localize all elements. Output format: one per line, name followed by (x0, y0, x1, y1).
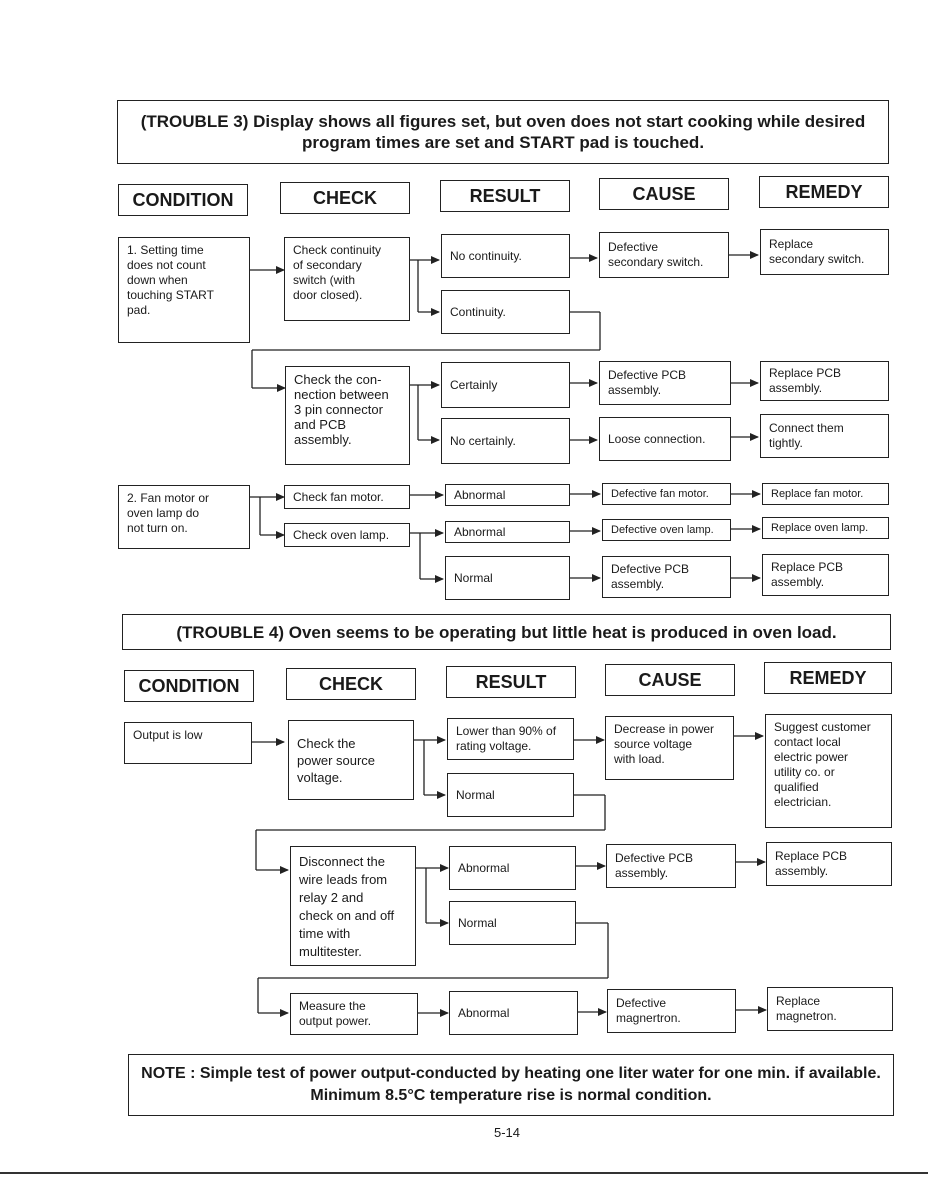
condition-fan-lamp: 2. Fan motor or oven lamp do not turn on. (118, 485, 250, 549)
trouble4-header-result: RESULT (446, 666, 576, 698)
check-power-voltage: Check the power source voltage. (288, 720, 414, 800)
cause-defective-pcb: Defective PCB assembly. (599, 361, 731, 405)
remedy-replace-pcb: Replace PCB assembly. (760, 361, 889, 401)
condition-output-low: Output is low (124, 722, 252, 764)
trouble4-header-check: CHECK (286, 668, 416, 700)
result-abnormal-output: Abnormal (449, 991, 578, 1035)
result-lamp-normal: Normal (445, 556, 570, 600)
trouble3-header-remedy: REMEDY (759, 176, 889, 208)
trouble4-header-cause: CAUSE (605, 664, 735, 696)
condition-setting-time: 1. Setting time does not count down when touching START pad. (118, 237, 250, 343)
trouble3-header-result: RESULT (440, 180, 570, 212)
trouble3-title: (TROUBLE 3) Display shows all figures set, but oven does not start cooking while desired program times are set and START pad is touched. (117, 100, 889, 164)
result-normal-relay: Normal (449, 901, 576, 945)
check-fan-motor: Check fan motor. (284, 485, 410, 509)
trouble4-header-remedy: REMEDY (764, 662, 892, 694)
result-fan-abnormal: Abnormal (445, 484, 570, 506)
result-normal-voltage: Normal (447, 773, 574, 817)
remedy-replace-magnetron: Replace magnetron. (767, 987, 893, 1031)
result-certainly: Certainly (441, 362, 570, 408)
remedy-replace-oven-lamp: Replace oven lamp. (762, 517, 889, 539)
cause-defective-secondary-switch: Defective secondary switch. (599, 232, 729, 278)
check-connection-3pin-pcb: Check the con- nection between 3 pin connector and PCB assembly. (285, 366, 410, 465)
trouble4-header-condition: CONDITION (124, 670, 254, 702)
cause-defective-magnetron: Defective magnertron. (607, 989, 736, 1033)
page-number: 5-14 (494, 1125, 521, 1140)
check-output-power: Measure the output power. (290, 993, 418, 1035)
check-secondary-switch: Check continuity of secondary switch (with door closed). (284, 237, 410, 321)
remedy-connect-tightly: Connect them tightly. (760, 414, 889, 458)
result-continuity: Continuity. (441, 290, 570, 334)
remedy-suggest-customer: Suggest customer contact local electric power utility co. or qualified electrician. (765, 714, 892, 828)
cause-defective-pcb-2: Defective PCB assembly. (602, 556, 731, 598)
bottom-rule (0, 1172, 928, 1174)
check-relay2-multitester: Disconnect the wire leads from relay 2 and check on and off time with multitester. (290, 846, 416, 966)
cause-defective-pcb-t4: Defective PCB assembly. (606, 844, 736, 888)
cause-loose-connection: Loose connection. (599, 417, 731, 461)
result-no-continuity: No continuity. (441, 234, 570, 278)
cause-defective-oven-lamp: Defective oven lamp. (602, 519, 731, 541)
remedy-replace-pcb-2: Replace PCB assembly. (762, 554, 889, 596)
note-box: NOTE : Simple test of power output-conducted by heating one liter water for one min. if available. Minimum 8.5°C temperature rise is normal condition. (128, 1054, 894, 1116)
trouble3-header-condition: CONDITION (118, 184, 248, 216)
result-lamp-abnormal: Abnormal (445, 521, 570, 543)
result-lower-than-90: Lower than 90% of rating voltage. (447, 718, 574, 760)
check-oven-lamp: Check oven lamp. (284, 523, 410, 547)
trouble3-header-cause: CAUSE (599, 178, 729, 210)
cause-defective-fan-motor: Defective fan motor. (602, 483, 731, 505)
trouble4-title: (TROUBLE 4) Oven seems to be operating but little heat is produced in oven load. (122, 614, 891, 650)
trouble3-header-check: CHECK (280, 182, 410, 214)
result-abnormal-relay: Abnormal (449, 846, 576, 890)
result-no-certainly: No certainly. (441, 418, 570, 464)
remedy-replace-fan-motor: Replace fan motor. (762, 483, 889, 505)
remedy-replace-secondary-switch: Replace secondary switch. (760, 229, 889, 275)
cause-decrease-voltage: Decrease in power source voltage with load. (605, 716, 734, 780)
remedy-replace-pcb-t4: Replace PCB assembly. (766, 842, 892, 886)
